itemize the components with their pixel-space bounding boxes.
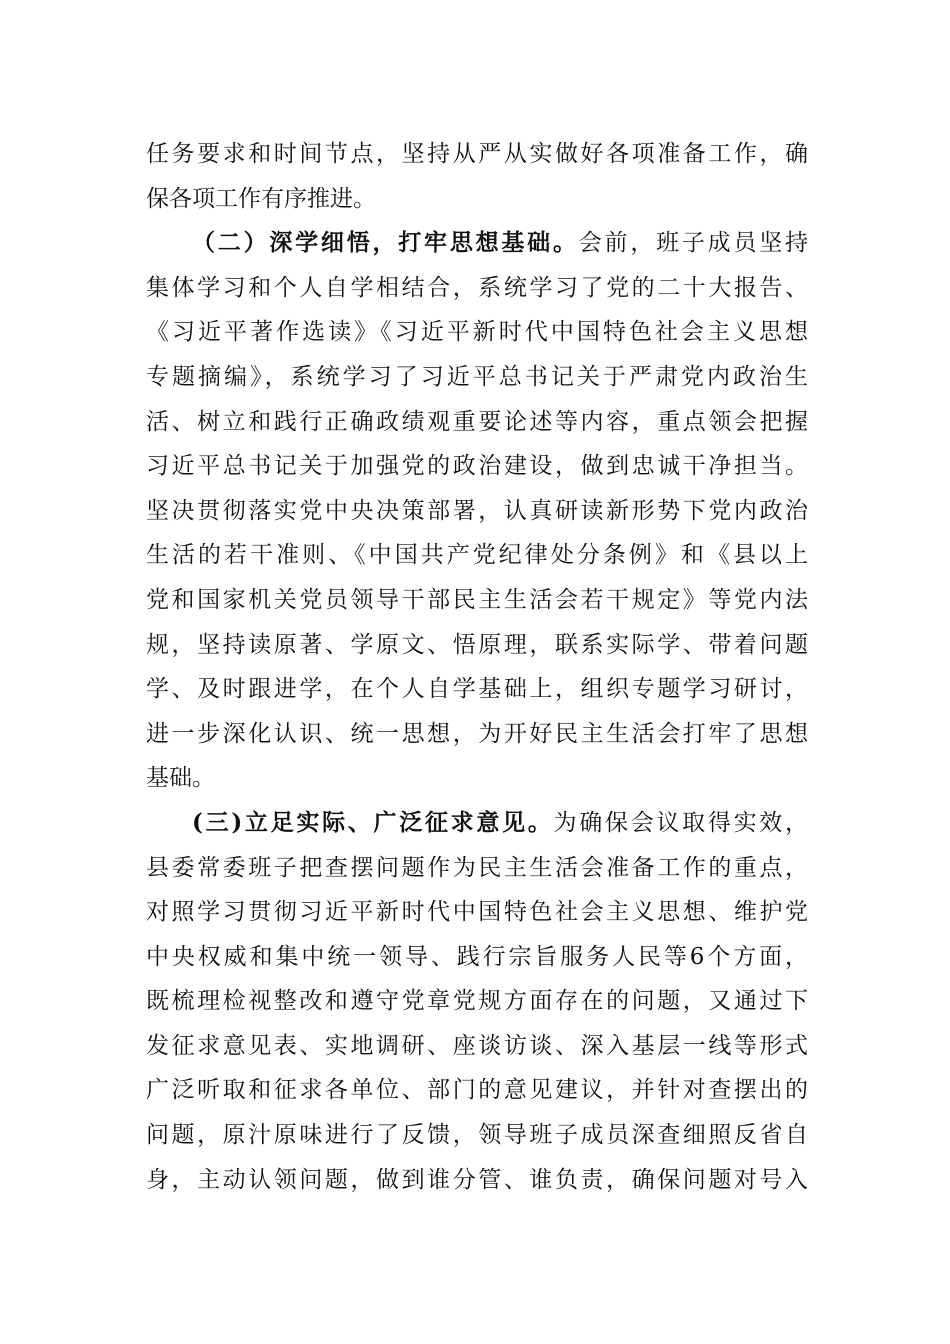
text-line: 身，主动认领问题，做到谁分管、谁负责，确保问题对号入 xyxy=(146,1166,808,1193)
section-heading-line xyxy=(146,801,808,846)
text-line: 集体学习和个人自学相结合，系统学习了党的二十大报告、 xyxy=(146,274,808,301)
text-line: 问题，原汁原味进行了反馈，领导班子成员深查细照反省自 xyxy=(146,1122,808,1149)
text-line: 广泛听取和征求各单位、部门的意见建议，并针对查摆出的 xyxy=(146,1077,808,1104)
text-line: 进一步深化认识、统一思想，为开好民主生活会打牢了思想 xyxy=(146,720,808,747)
text-line: 保各项工作有序推进。 xyxy=(146,185,376,212)
text-line: 《习近平著作选读》《习近平新时代中国特色社会主义思想 xyxy=(146,319,808,346)
text-line: 规，坚持读原著、学原文、悟原理，联系实际学、带着问题 xyxy=(146,631,808,658)
text-line: 发征求意见表、实地调研、座谈访谈、深入基层一线等形式 xyxy=(146,1032,808,1059)
text-line: 习近平总书记关于加强党的政治建设，做到忠诚干净担当。 xyxy=(146,453,808,480)
body-text xyxy=(146,132,808,1202)
text-line: 党和国家机关党员领导干部民主生活会若干规定》等党内法 xyxy=(146,586,808,613)
section-heading: (三)立足实际、广泛征求意见。 xyxy=(192,808,554,836)
text-line: 县委常委班子把查摆问题作为民主生活会准备工作的重点， xyxy=(146,854,808,881)
text-line: 专题摘编》，系统学习了习近平总书记关于严肃党内政治生 xyxy=(146,363,808,390)
text-run: 为确保会议取得实效， xyxy=(553,809,808,836)
text-run: 会前，班子成员坚持 xyxy=(578,230,808,257)
text-line: 坚决贯彻落实党中央决策部署，认真研读新形势下党内政治 xyxy=(146,497,808,524)
text-line: 任务要求和时间节点，坚持从严从实做好各项准备工作，确 xyxy=(146,141,808,167)
text-line: 既梳理检视整改和遵守党章党规方面存在的问题，又通过下 xyxy=(146,988,808,1015)
text-line: 学、及时跟进学，在个人自学基础上，组织专题学习研讨， xyxy=(146,676,808,703)
text-line: 对照学习贯彻习近平新时代中国特色社会主义思想、维护党 xyxy=(146,899,808,926)
text-line: 基础。 xyxy=(146,765,215,792)
text-line: 生活的若干准则、《中国共产党纪律处分条例》和《县以上 xyxy=(146,542,808,569)
text-line: 中央权威和集中统一领导、践行宗旨服务人民等6个方面， xyxy=(146,943,808,970)
section-heading-line xyxy=(146,221,808,266)
text-line: 活、树立和践行正确政绩观重要论述等内容，重点领会把握 xyxy=(146,408,808,435)
section-heading: （二）深学细悟，打牢思想基础。 xyxy=(192,229,579,257)
